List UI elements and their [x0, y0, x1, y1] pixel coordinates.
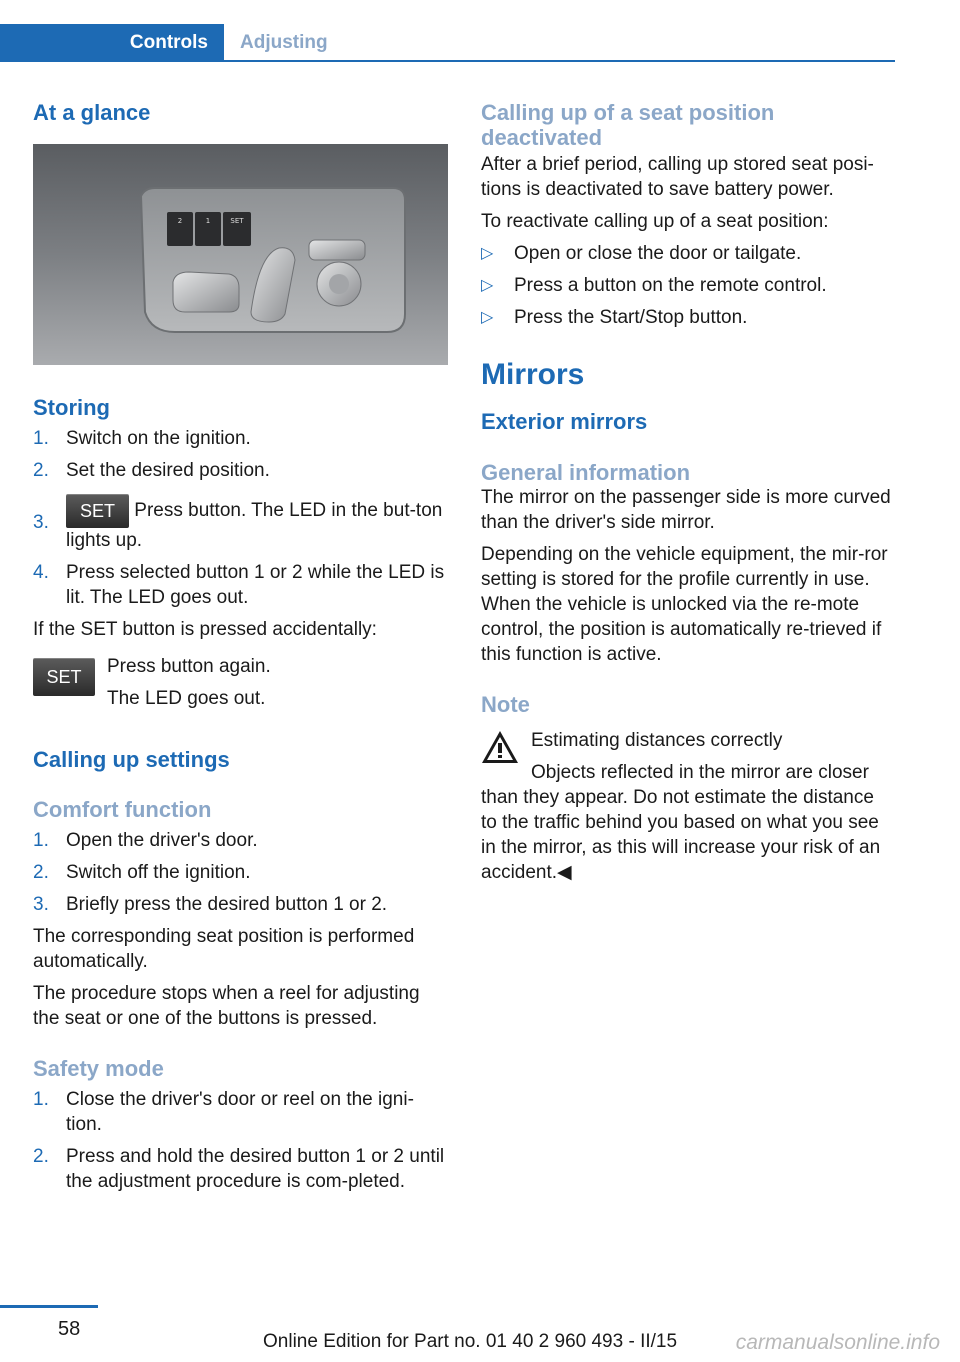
step-text: Press button. The LED in the but‐ton lights up.: [66, 500, 443, 551]
tab-adjusting[interactable]: Adjusting: [240, 31, 328, 53]
step-text: Press selected button 1 or 2 while the LED is lit. The LED goes out.: [66, 562, 445, 608]
set-button-icon: SET: [66, 494, 129, 528]
list-item: [33, 490, 448, 553]
step-text: Briefly press the desired button 1 or 2.: [66, 894, 388, 915]
set-button-icon: SET: [33, 658, 95, 696]
press-again-text: Press button again.: [107, 656, 271, 677]
list-item: [33, 1087, 448, 1137]
right-column: [481, 100, 895, 885]
step-text: Close the driver's door or reel on the igni‐tion.: [66, 1089, 414, 1135]
step-number: 4.: [33, 562, 49, 583]
header-divider: [0, 60, 895, 62]
list-item: [33, 458, 448, 483]
left-column: [33, 100, 448, 1194]
list-item: [481, 241, 895, 266]
performed-text: The corresponding seat position is performed automatically.: [33, 926, 415, 972]
step-number: 1.: [33, 1089, 49, 1110]
heading-exterior-mirrors: Exterior mirrors: [481, 409, 648, 434]
list-item: [481, 305, 895, 330]
list-item: [481, 273, 895, 298]
step-number: 2.: [33, 1146, 49, 1167]
list-item: [33, 560, 448, 610]
list-item: [33, 426, 448, 451]
heading-note: Note: [481, 692, 530, 717]
general-text-1: The mirror on the passenger side is more curved than the driver's side mirror.: [481, 487, 891, 533]
bullet-text: Press the Start/Stop button.: [514, 307, 748, 328]
step-text: Set the desired position.: [66, 460, 270, 481]
step-text: Press and hold the desired button 1 or 2 until the adjustment procedure is com‐pleted.: [66, 1146, 445, 1192]
triangle-bullet-icon: ▷: [481, 245, 494, 262]
triangle-bullet-icon: ▷: [481, 277, 494, 294]
page-number: 58: [58, 1318, 81, 1340]
note-heading: Estimating distances correctly: [531, 730, 783, 751]
safety-steps: [33, 1087, 448, 1194]
footer-divider: [0, 1305, 98, 1308]
warning-triangle-icon: [481, 730, 519, 764]
bullet-text: Press a button on the remote control.: [514, 275, 827, 296]
reactivate-intro: To reactivate calling up of a seat position:: [481, 211, 829, 232]
step-number: 2.: [33, 460, 49, 481]
bullet-text: Open or close the door or tailgate.: [514, 243, 802, 264]
step-number: 3.: [33, 894, 49, 915]
heading-seat-position-deactivated: Calling up of a seat position deactivated: [481, 100, 775, 150]
step-text: Switch off the ignition.: [66, 862, 251, 883]
heading-calling-up-settings: Calling up settings: [33, 747, 230, 772]
tab-controls[interactable]: Controls: [0, 24, 224, 61]
seat-controls-photo: [33, 144, 448, 365]
step-number: 1.: [33, 428, 49, 449]
led-goes-out-text: The LED goes out.: [107, 688, 266, 709]
edition-text: Online Edition for Part no. 01 40 2 960 493 - II/15: [263, 1331, 678, 1352]
step-number: 1.: [33, 830, 49, 851]
general-text-2: Depending on the vehicle equipment, the mir‐ror setting is stored for the profile currently in use. When the vehicle is unlocked via the re‐mote control, the position is automatically re‐trieved if this function is active.: [481, 544, 888, 665]
heading-storing: Storing: [33, 395, 110, 420]
list-item: [33, 860, 448, 885]
photo-label-1: 1: [205, 217, 211, 225]
step-text: Open the driver's door.: [66, 830, 258, 851]
step-number: 3.: [33, 512, 49, 533]
deactivated-text: After a brief period, calling up stored seat posi‐tions is deactivated to save battery power.: [481, 154, 874, 200]
heading-general-information: General information: [481, 460, 691, 485]
heading-mirrors: Mirrors: [481, 358, 585, 391]
heading-at-a-glance: At a glance: [33, 100, 151, 125]
memory-buttons: [167, 212, 251, 246]
watermark-text: carmanualsonline.info: [735, 1331, 940, 1354]
heading-comfort-function: Comfort function: [33, 797, 212, 822]
heading-safety-mode: Safety mode: [33, 1056, 164, 1081]
accidental-text: If the SET button is pressed accidentally:: [33, 619, 377, 640]
list-item: [33, 1144, 448, 1194]
triangle-bullet-icon: ▷: [481, 309, 494, 326]
step-text: Switch on the ignition.: [66, 428, 251, 449]
page-header: [0, 0, 895, 62]
comfort-steps: [33, 828, 448, 917]
note-body: Objects reflected in the mirror are closer than they appear. Do not estimate the distance to the traffic behind you based on what you see in the mirror, as this will increase your risk of an accident.◀: [481, 762, 881, 883]
photo-label-2: 2: [177, 217, 183, 225]
list-item: [33, 892, 448, 917]
list-item: [33, 828, 448, 853]
storing-steps: [33, 426, 448, 610]
warning-note: [481, 728, 895, 885]
step-number: 2.: [33, 862, 49, 883]
stops-text: The procedure stops when a reel for adjusting the seat or one of the buttons is pressed.: [33, 983, 420, 1029]
photo-label-set: SET: [230, 217, 244, 225]
reactivate-list: [481, 241, 895, 330]
set-again-block: [33, 654, 448, 716]
